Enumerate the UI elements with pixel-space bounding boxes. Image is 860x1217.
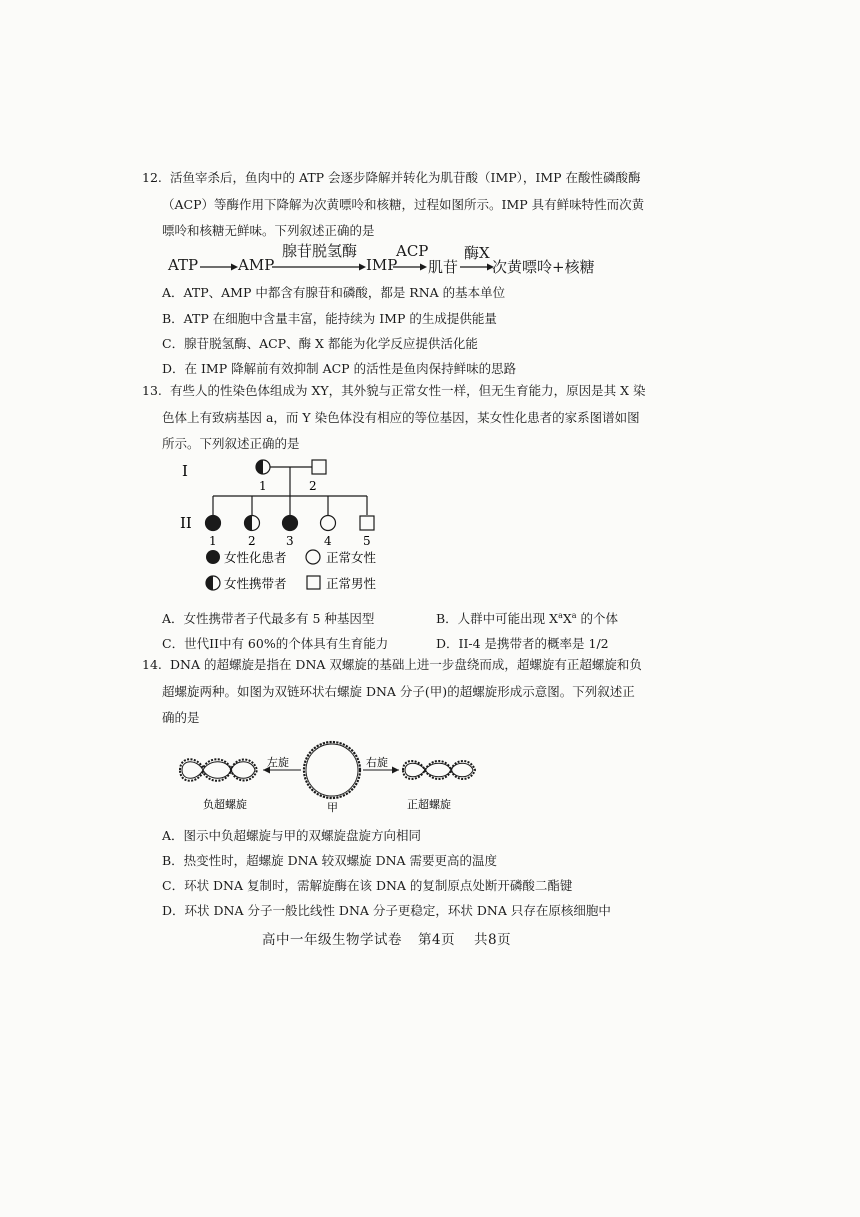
legend-carrier-label: 女性携带者 bbox=[224, 576, 287, 591]
legend-carrier-symbol bbox=[206, 576, 220, 590]
legend-normal-female-label: 正常女性 bbox=[326, 550, 377, 565]
individual-ii2-carrier-female bbox=[245, 516, 260, 531]
q12-option-b: B．ATP 在细胞中含量丰富，能持续为 IMP 的生成提供能量 bbox=[162, 311, 497, 326]
flow-amp: AMP bbox=[238, 256, 275, 274]
q12-option-d: D．在 IMP 降解前有效抑制 ACP 的活性是鱼肉保持鲜味的思路 bbox=[162, 361, 517, 376]
ii3-number: 3 bbox=[286, 534, 294, 548]
q13-option-b: B．人群中可能出现 $X^aX^a$ 的个体 bbox=[436, 610, 619, 626]
q14-supercoil-figure bbox=[175, 734, 495, 814]
q13-number: 13. bbox=[142, 383, 162, 398]
flow-arrow-1 bbox=[200, 262, 238, 272]
negative-supercoil-shape bbox=[180, 759, 257, 781]
individual-ii3-affected bbox=[283, 516, 298, 531]
q12-stem-line2: （ACP）等酶作用下降解为次黄嘌呤和核糖，过程如图所示。IMP 具有鲜味特性而次黄 bbox=[162, 197, 645, 212]
q14-option-d: D．环状 DNA 分子一般比线性 DNA 分子更稳定，环状 DNA 只存在原核细胞中 bbox=[162, 903, 611, 918]
positive-supercoil-label: 正超螺旋 bbox=[407, 798, 451, 811]
legend-normal-male-symbol bbox=[307, 576, 320, 589]
right-rotation-label: 右旋 bbox=[366, 756, 388, 769]
q14-option-c: C．环状 DNA 复制时，需解旋酶在该 DNA 的复制原点处断开磷酸二酯键 bbox=[162, 878, 573, 893]
individual-ii5-normal-male bbox=[360, 516, 374, 530]
q13-option-a: A．女性携带者子代最多有 5 种基因型 bbox=[162, 611, 375, 626]
q13-stem-line3: 所示。下列叙述正确的是 bbox=[162, 436, 300, 451]
q13-stem-line1: 有些人的性染色体组成为 XY，其外貌与正常女性一样，但无生育能力，原因是其 X 染 bbox=[170, 383, 646, 398]
legend-normal-male-label: 正常男性 bbox=[326, 576, 377, 591]
positive-supercoil-shape bbox=[403, 761, 475, 779]
generation-ii-label: II bbox=[180, 514, 192, 532]
flow-inosine: 肌苷 bbox=[428, 258, 459, 276]
flow-enzyme2: ACP bbox=[396, 242, 429, 260]
q12-option-c: C．腺苷脱氢酶、ACP、酶 X 都能为化学反应提供活化能 bbox=[162, 336, 478, 351]
q12-stem-line1: 活鱼宰杀后，鱼肉中的 ATP 会逐步降解并转化为肌苷酸（IMP），IMP 在酸性磷酸酶 bbox=[170, 170, 641, 185]
flow-imp: IMP bbox=[366, 256, 398, 274]
q12-stem-line3: 嘌呤和核糖无鲜味。下列叙述正确的是 bbox=[162, 223, 375, 238]
center-dna-label: 甲 bbox=[327, 801, 338, 814]
individual-i2-normal-male bbox=[312, 460, 326, 474]
q13-stem-line2: 色体上有致病基因 a，而 Y 染色体没有相应的等位基因，某女性化患者的家系图谱如图 bbox=[162, 410, 640, 425]
footer-subject: 高中一年级生物学试卷 bbox=[262, 932, 402, 948]
ii5-number: 5 bbox=[363, 534, 371, 548]
footer-page: 第4页 bbox=[418, 932, 456, 948]
i2-number: 2 bbox=[309, 479, 317, 493]
q13-pedigree-chart bbox=[170, 452, 430, 594]
negative-supercoil-label: 负超螺旋 bbox=[203, 798, 247, 811]
legend-affected-label: 女性化患者 bbox=[224, 550, 287, 565]
q12-option-a: A．ATP、AMP 中都含有腺苷和磷酸，都是 RNA 的基本单位 bbox=[162, 285, 506, 300]
ii4-number: 4 bbox=[324, 534, 332, 548]
i1-number: 1 bbox=[259, 479, 267, 493]
flow-arrow-3 bbox=[393, 262, 427, 272]
individual-ii1-affected bbox=[206, 516, 221, 531]
flow-arrow-4 bbox=[460, 262, 494, 272]
footer-total: 共8页 bbox=[474, 932, 512, 948]
generation-i-label: I bbox=[182, 462, 188, 480]
flow-enzyme1: 腺苷脱氢酶 bbox=[282, 242, 358, 260]
q14-option-a: A．图示中负超螺旋与甲的双螺旋盘旋方向相同 bbox=[162, 828, 422, 843]
flow-arrow-2 bbox=[272, 262, 366, 272]
legend-affected-symbol bbox=[206, 550, 220, 564]
flow-atp: ATP bbox=[168, 256, 199, 274]
q13-option-c: C．世代II中有 60%的个体具有生育能力 bbox=[162, 636, 389, 651]
q12-number: 12. bbox=[142, 170, 162, 185]
legend-normal-female-symbol bbox=[306, 550, 320, 564]
q14-stem-line3: 确的是 bbox=[162, 710, 200, 725]
q14-option-b: B．热变性时，超螺旋 DNA 较双螺旋 DNA 需要更高的温度 bbox=[162, 853, 498, 868]
q14-stem-line2: 超螺旋两种。如图为双链环状右螺旋 DNA 分子(甲)的超螺旋形成示意图。下列叙述正 bbox=[162, 684, 635, 699]
q14-number: 14. bbox=[142, 657, 162, 672]
left-rotation-label: 左旋 bbox=[267, 756, 289, 769]
q13-option-d: D．II-4 是携带者的概率是 1/2 bbox=[436, 636, 609, 651]
individual-i1-carrier-female bbox=[256, 460, 270, 474]
q14-stem-line1: DNA 的超螺旋是指在 DNA 双螺旋的基础上进一步盘绕而成，超螺旋有正超螺旋和负 bbox=[170, 657, 642, 672]
ii2-number: 2 bbox=[248, 534, 256, 548]
relaxed-circular-dna bbox=[304, 742, 360, 798]
flow-enzyme3: 酶X bbox=[464, 244, 490, 262]
ii1-number: 1 bbox=[209, 534, 217, 548]
individual-ii4-normal-female bbox=[321, 516, 336, 531]
flow-product: 次黄嘌呤+核糖 bbox=[492, 258, 595, 276]
